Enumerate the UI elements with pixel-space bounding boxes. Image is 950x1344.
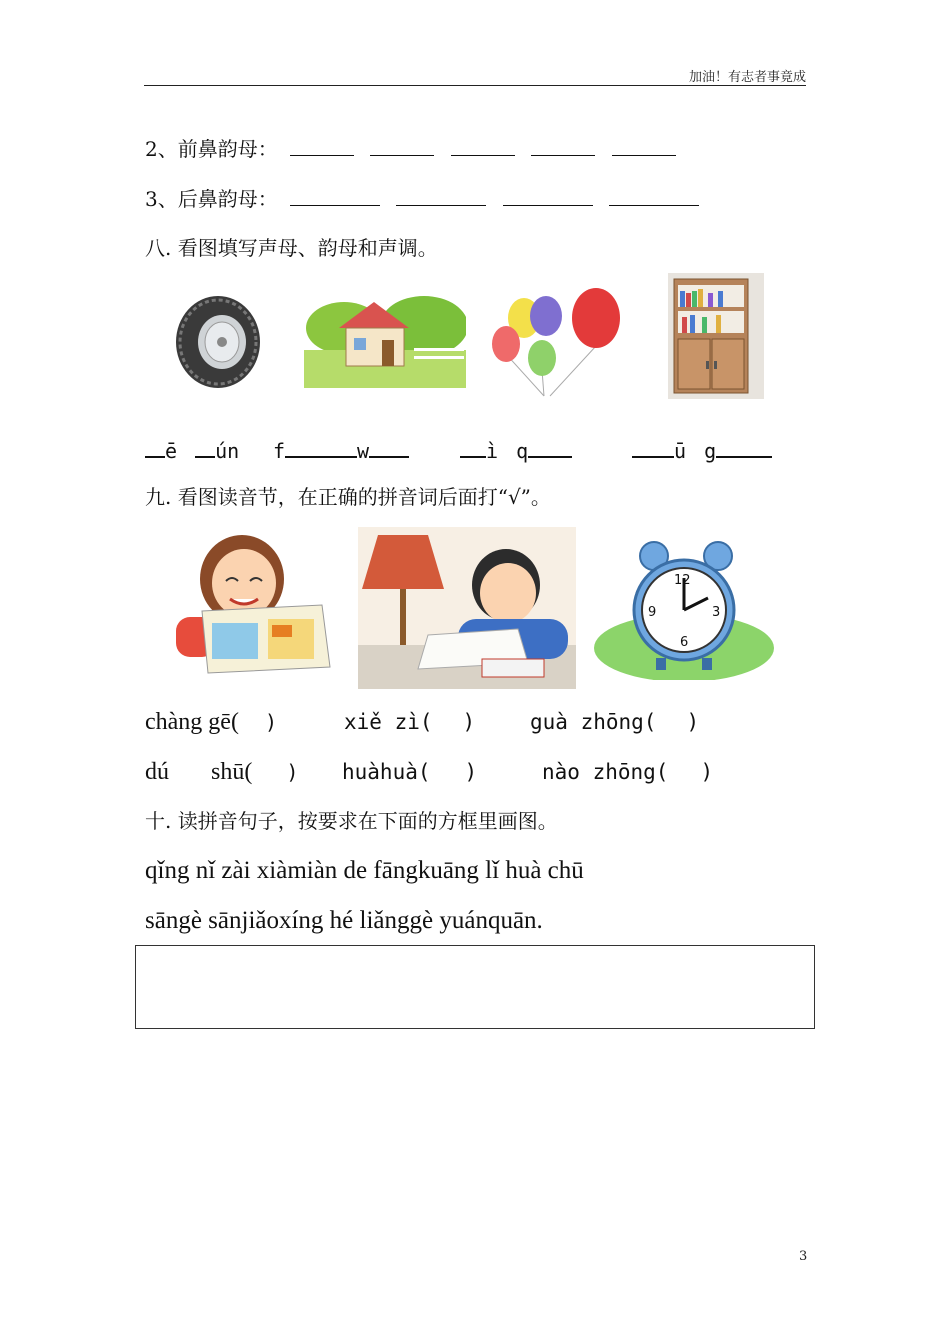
initial-blank[interactable] xyxy=(460,436,486,458)
final-text: ē xyxy=(165,439,178,463)
choice-du-shu[interactable]: dú shū( ) xyxy=(145,759,299,785)
drawing-box[interactable] xyxy=(135,945,815,1029)
pinyin-sentence-line-2: sāngè sānjiǎoxíng hé liǎnggè yuánquān. xyxy=(145,907,543,934)
answer-blank[interactable] xyxy=(612,137,676,156)
initial-text: g xyxy=(704,439,717,463)
svg-text:12: 12 xyxy=(674,573,691,588)
back-nasal-label: 3、后鼻韵母： xyxy=(145,187,278,211)
girl-reading-icon xyxy=(172,527,334,677)
front-nasal-finals-line xyxy=(145,134,686,164)
picture-fill-4 xyxy=(632,436,772,466)
final-text: ū xyxy=(674,439,687,463)
page-number: 3 xyxy=(799,1249,808,1264)
choice-chang-ge[interactable]: chàng gē( ) xyxy=(145,709,277,735)
answer-blank[interactable] xyxy=(396,187,486,206)
choice-hua-hua[interactable]: huàhuà( ) xyxy=(342,760,478,784)
answer-blank[interactable] xyxy=(290,187,380,206)
picture-fill-2 xyxy=(273,436,409,466)
answer-blank[interactable] xyxy=(290,137,354,156)
section-9-title: 九. 看图读音节，在正确的拼音词后面打“√”。 xyxy=(145,485,551,509)
answer-blank[interactable] xyxy=(609,187,699,206)
final-text: ún xyxy=(215,439,240,463)
house-icon xyxy=(304,288,466,388)
initial-text: f xyxy=(273,439,286,463)
answer-blank[interactable] xyxy=(531,137,595,156)
initial-text: w xyxy=(357,439,370,463)
boy-writing-icon xyxy=(358,527,576,689)
initial-blank[interactable] xyxy=(632,436,674,458)
initial-text: q xyxy=(516,439,529,463)
svg-text:9: 9 xyxy=(648,605,657,620)
header-motto: 加油！有志者事竟成 xyxy=(688,70,806,85)
choice-nao-zhong[interactable]: nào zhōng( ) xyxy=(542,760,714,784)
front-nasal-label: 2、前鼻韵母： xyxy=(145,137,278,161)
tire-icon xyxy=(170,292,266,392)
section-10-title: 十. 读拼音句子，按要求在下面的方框里画图。 xyxy=(145,809,558,833)
final-blank[interactable] xyxy=(528,436,572,458)
svg-text:3: 3 xyxy=(712,605,721,620)
final-blank[interactable] xyxy=(369,436,409,458)
alarm-clock-icon xyxy=(594,540,774,680)
svg-text:6: 6 xyxy=(680,635,689,650)
answer-blank[interactable] xyxy=(503,187,593,206)
initial-blank[interactable] xyxy=(145,436,165,458)
initial-blank[interactable] xyxy=(195,436,215,458)
choice-xie-zi[interactable]: xiě zì( ) xyxy=(344,710,476,734)
final-text: ì xyxy=(486,439,499,463)
choice-gua-zhong[interactable]: guà zhōng( ) xyxy=(530,710,700,734)
balloons-icon xyxy=(484,288,624,400)
section-8-title: 八. 看图填写声母、韵母和声调。 xyxy=(145,236,438,260)
bookshelf-icon xyxy=(668,273,764,399)
final-blank[interactable] xyxy=(285,436,357,458)
answer-blank[interactable] xyxy=(451,137,515,156)
picture-fill-1 xyxy=(145,436,239,466)
picture-fill-3 xyxy=(460,436,572,466)
answer-blank[interactable] xyxy=(370,137,434,156)
header-rule xyxy=(144,85,806,86)
pinyin-sentence-line-1: qǐng nǐ zài xiàmiàn de fāngkuāng lǐ huà chū xyxy=(145,857,584,884)
final-blank[interactable] xyxy=(716,436,772,458)
back-nasal-finals-line xyxy=(145,184,709,214)
